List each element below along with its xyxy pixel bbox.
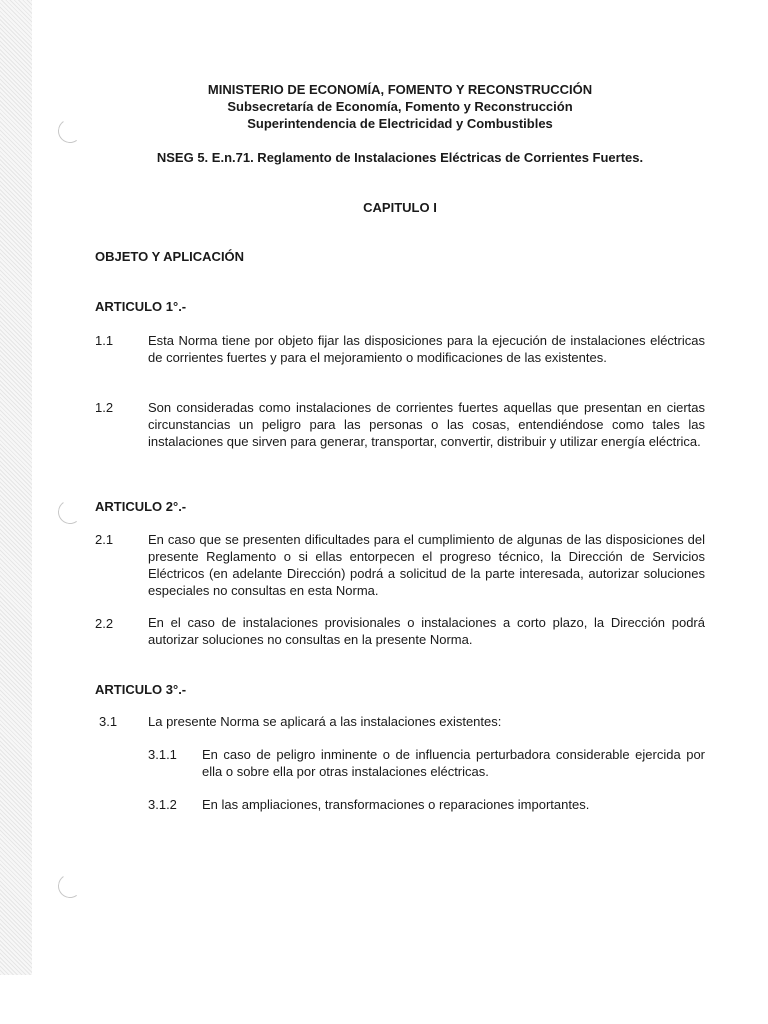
item-text: En caso que se presenten dificultades para el cumplimiento de algunas de las disposiciones del presente Reglamento o si ellas entorpecen el progreso técnico, la Dirección de Servicios Eléctricos (en adelante Dirección) podrá a solicitud de la parte interesada, autorizar soluciones especiales no consultas en esta Norma. (148, 532, 705, 598)
article-1-heading: ARTICULO 1°.- (95, 299, 187, 314)
page-bottom-margin (0, 975, 768, 1024)
subitem-number: 3.1.1 (148, 747, 177, 762)
section-heading: OBJETO Y APLICACIÓN (95, 249, 245, 264)
page-left-edge-shading (0, 0, 32, 975)
item-text: Esta Norma tiene por objeto fijar las disposiciones para la ejecución de instalaciones eléctricas de corrientes fuertes y para el mejoramiento o modificaciones de las existentes. (148, 333, 705, 365)
subitem-text: En las ampliaciones, transformaciones o reparaciones importantes. (202, 797, 590, 812)
punch-hole-top (56, 117, 84, 145)
item-text: En el caso de instalaciones provisionales o instalaciones a corto plazo, la Dirección podrá autorizar soluciones no consultas en la presente Norma. (148, 615, 705, 647)
item-number: 1.2 (95, 400, 114, 415)
item-number: 1.1 (95, 333, 114, 348)
article-3-heading: ARTICULO 3°.- (95, 682, 187, 697)
item-text: La presente Norma se aplicará a las instalaciones existentes: (148, 714, 502, 729)
subitem-text: En caso de peligro inminente o de influencia perturbadora considerable ejercida por ella o sobre ella por otras instalaciones eléctricas. (202, 747, 705, 779)
item-number: 2.2 (95, 616, 114, 631)
item-number: 2.1 (95, 532, 114, 547)
ministry-title: MINISTERIO DE ECONOMÍA, FOMENTO Y RECONSTRUCCIÓN (207, 82, 593, 97)
regulation-title: NSEG 5. E.n.71. Reglamento de Instalaciones Eléctricas de Corrientes Fuertes. (156, 150, 644, 165)
chapter-heading: CAPITULO I (363, 200, 437, 215)
item-number: 3.1 (99, 714, 118, 729)
item-text: Son consideradas como instalaciones de corrientes fuertes aquellas que presentan en ciertas circunstancias un peligro para las personas o las cosas, entendiéndose como tales las instalaciones que sirven para generar, transportar, convertir, distribuir y utilizar energía eléctrica. (148, 400, 705, 449)
superintendency-title: Superintendencia de Electricidad y Combustibles (247, 116, 553, 131)
punch-hole-middle (56, 498, 84, 526)
subitem-number: 3.1.2 (148, 797, 177, 812)
punch-hole-bottom (56, 872, 84, 900)
subsecretary-title: Subsecretaría de Economía, Fomento y Reconstrucción (227, 99, 573, 114)
article-2-heading: ARTICULO 2°.- (95, 499, 187, 514)
